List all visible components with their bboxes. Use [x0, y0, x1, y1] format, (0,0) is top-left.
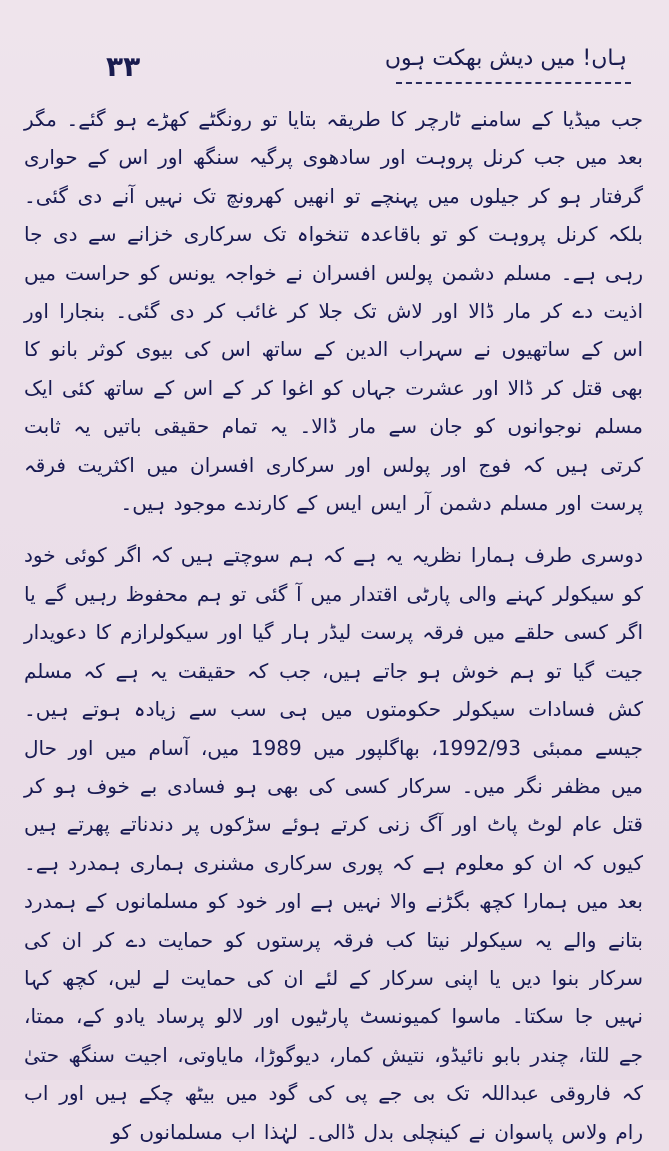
- body-text: [24, 100, 643, 1151]
- paragraph-2: دوسری طرف ہمارا نظریہ یہ ہے کہ ہم سوچتے ہیں کہ اگر کوئی خود کو سیکولر کہنے والی پارٹی اقتدار میں آ گئی تو ہم محفوظ رہیں گے یا اگر کسی حلقے میں فرقہ پرست لیڈر ہار گیا اور سیکولرازم کا دعویدار جیت گیا تو ہم خوش ہو جاتے ہیں، جب کہ حقیقت یہ ہے کہ مسلم کش فسادات سیکولر حکومتوں میں ہی سب سے زیادہ ہوتے ہیں۔ جیسے ممبئی 1992/93، بھاگلپور میں 1989 میں، آسام میں اور حال میں مظفر نگر میں۔ سرکار کسی کی بھی ہو فسادی بے خوف ہو کر قتل عام لوٹ پاٹ اور آگ زنی کرتے ہوئے سڑکوں پر دندناتے پھرتے ہیں کیوں کہ ان کو معلوم ہے کہ پوری سرکاری مشنری ہماری ہمدرد ہے۔ بعد میں ہمارا کچھ بگڑنے والا نہیں ہے اور خود کو مسلمانوں کے ہمدرد بتانے والے یہ سیکولر نیتا کب فرقہ پرستوں کو حمایت دے کر ان کی سرکار بنوا دیں یا اپنی سرکار کے لئے ان کی حمایت لے لیں، کچھ کہا نہیں جا سکتا۔ ماسوا کمیونسٹ پارٹیوں اور لالو پرساد یادو کے، ممتا، جے للتا، چندر بابو نائیڈو، نتیش کمار، دیوگوڑا، مایاوتی، اجیت سنگھ حتیٰ کہ فاروقی عبداللہ تک بی جے پی کی گود میں بیٹھ چکے ہیں اور اب رام ولاس پاسوان نے کینچلی بدل ڈالی۔ لہٰذا اب مسلمانوں کو: [24, 543, 643, 1144]
- running-title: ہاں! میں دیش بھکت ہوں: [384, 46, 627, 71]
- page-header: [0, 44, 669, 84]
- page-number: ۳۳: [106, 50, 141, 83]
- paragraph-1: جب میڈیا کے سامنے ٹارچر کا طریقہ بتایا تو رونگٹے کھڑے ہو گئے۔ مگر بعد میں جب کرنل پروہت اور سادھوی پرگیہ سنگھ اور اس کے حواری گرفتار ہو کر جیلوں میں پہنچے تو انھیں کھرونچ تک نہیں آنے دی گئی۔ بلکہ کرنل پروہت کو تو باقاعدہ تنخواہ تک سرکاری خزانے سے دی جا رہی ہے۔ مسلم دشمن پولس افسران نے خواجہ یونس کو حراست میں اذیت دے کر مار ڈالا اور لاش تک جلا کر غائب کر دی گئی۔ بنجارا اور اس کے ساتھیوں نے سہراب الدین کے ساتھ اس کی بیوی کوثر بانو کا بھی قتل کر ڈالا اور عشرت جہاں کو اغوا کر کے اس کے ساتھ کئی ایک مسلم نوجوانوں کو جان سے مار ڈالا۔ یہ تمام حقیقی باتیں یہ ثابت کرتی ہیں کہ فوج اور پولس اور سرکاری افسران میں اکثریت فرقہ پرست اور مسلم دشمن آر ایس ایس کے کارندے موجود ہیں۔: [24, 107, 644, 516]
- header-divider: [396, 82, 631, 84]
